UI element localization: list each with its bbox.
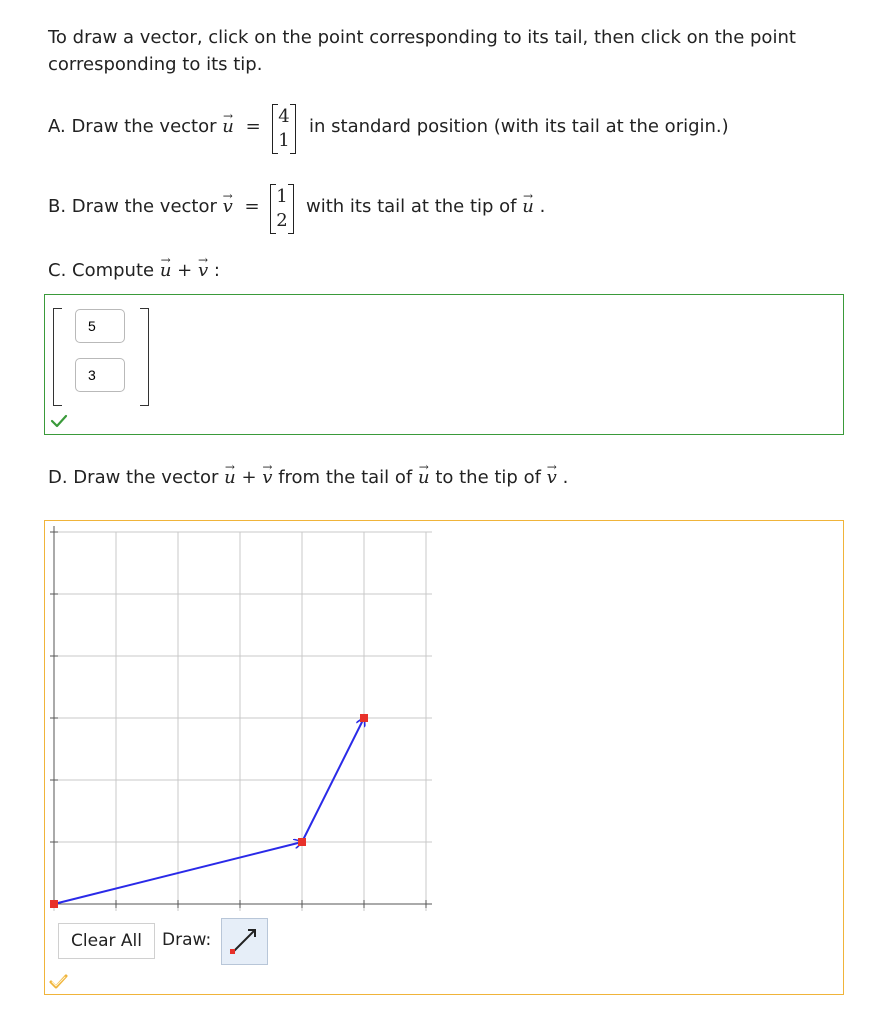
instructions-line-1: To draw a vector, click on the point corresponding to its tail, then click on the point: [48, 27, 796, 48]
draw-label: Draw:: [162, 930, 212, 950]
partial-check-icon: [48, 973, 70, 991]
part-a-matrix: [272, 104, 296, 154]
part-b-matrix: [270, 184, 294, 234]
clear-all-button[interactable]: Clear All: [58, 923, 155, 959]
vector-endpoint: [50, 900, 58, 908]
answer-input-y[interactable]: 3: [75, 358, 125, 392]
graph-panel: [44, 520, 844, 995]
part-a-label: A. Draw the vector → u =: [48, 114, 261, 140]
vector-tool-icon: [222, 919, 267, 964]
part-b-matrix-y: 2: [276, 210, 288, 231]
part-b-suffix: with its tail at the tip of → u .: [306, 194, 545, 220]
vector-endpoint: [360, 714, 368, 722]
part-d-label: D. Draw the vector → u + → v from the tail of → u to the tip of → v .: [48, 465, 568, 491]
vector-endpoint: [298, 838, 306, 846]
answer-input-x[interactable]: 5: [75, 309, 125, 343]
part-a-matrix-y: 1: [278, 130, 290, 151]
answer-bracket-right: [140, 308, 149, 406]
vector-tool-button[interactable]: [221, 918, 268, 965]
part-c-label: C. Compute → u + → v :: [48, 258, 220, 284]
instructions-line-2: corresponding to its tip.: [48, 54, 263, 75]
part-b-matrix-x: 1: [276, 186, 288, 207]
part-a-matrix-x: 4: [278, 106, 290, 127]
check-icon: [49, 413, 69, 429]
part-a-suffix: in standard position (with its tail at the origin.): [309, 116, 729, 137]
answer-bracket-left: [53, 308, 62, 406]
answer-box: [44, 294, 844, 435]
part-b-label: B. Draw the vector → v =: [48, 194, 260, 220]
